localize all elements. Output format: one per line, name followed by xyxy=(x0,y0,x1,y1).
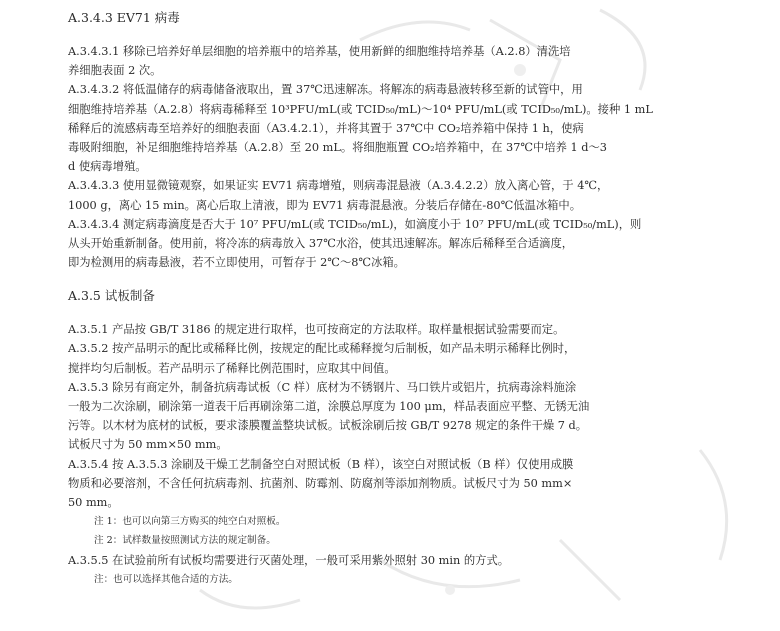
section-heading-a35: A.3.5 试板制备 xyxy=(68,288,155,304)
paragraph-line: 搅拌均匀后制板。若产品明示了稀释比例范围时，应取其中间值。 xyxy=(68,361,396,375)
paragraph-line: A.3.5.3 除另有商定外，制备抗病毒试板（C 样）底材为不锈钢片、马口铁片或铝片，抗病毒涂料施涂 xyxy=(68,380,577,394)
note-line: 注：也可以选择其他合适的方法。 xyxy=(94,573,238,585)
paragraph-line: 试板尺寸为 50 mm×50 mm。 xyxy=(68,438,228,452)
paragraph-line: A.3.4.3.1 移除已培养好单层细胞的培养瓶中的培养基，使用新鲜的细胞维持培养基（A.2.8）清洗培 xyxy=(68,45,571,58)
paragraph-line: A.3.5.5 在试验前所有试板均需要进行灭菌处理，一般可采用紫外照射 30 min 的方式。 xyxy=(68,553,510,567)
paragraph-line: A.3.4.3.2 将低温储存的病毒储备液取出，置 37℃迅速解冻。将解冻的病毒悬液转移至新的试管中，用 xyxy=(68,83,583,97)
paragraph-line: A.3.5.4 按 A.3.5.3 涂刷及干燥工艺制备空白对照试板（B 样），该空白对照试板（B 样）仅使用成膜 xyxy=(68,457,574,471)
paragraph-line: 1000 g，离心 15 min。离心后取上清液，即为 EV71 病毒混悬液。分装后存储在-80℃低温冰箱中。 xyxy=(68,198,582,212)
paragraph-line: A.3.5.1 产品按 GB/T 3186 的规定进行取样，也可按商定的方法取样。取样量根据试验需要而定。 xyxy=(68,323,565,337)
paragraph-line: A.3.4.3.4 测定病毒滴度是否大于 10⁷ PFU/mL(或 TCID₅₀/mL)，如滴度小于 10⁷ PFU/mL(或 TCID₅₀/mL)，则 xyxy=(68,217,642,231)
note-line: 注 1：也可以向第三方购买的纯空白对照板。 xyxy=(94,516,286,528)
paragraph-line: 从头开始重新制备。使用前，将冷冻的病毒放入 37℃水浴，使其迅速解冻。解冻后稀释至合适滴度， xyxy=(68,236,574,250)
paragraph-line: 一般为二次涂刷，刷涂第一道表干后再刷涂第二道，涂膜总厚度为 100 μm，样品表面应平整、无锈无油 xyxy=(68,400,590,413)
paragraph-line: 物质和必要溶剂，不含任何抗病毒剂、抗菌剂、防霉剂、防腐剂等添加剂物质。试板尺寸为 50 mm× xyxy=(68,476,573,490)
paragraph-line: 50 mm。 xyxy=(68,495,119,509)
paragraph-line: 即为检测用的病毒悬液，若不立即使用，可暂存于 2℃～8℃冰箱。 xyxy=(68,256,405,270)
paragraph-line: 细胞维持培养基（A.2.8）将病毒稀释至 10³PFU/mL(或 TCID₅₀/mL)～10⁴ PFU/mL(或 TCID₅₀/mL)。接种 1 mL xyxy=(68,102,653,116)
paragraph-line: A.3.4.3.3 使用显微镜观察，如果证实 EV71 病毒增殖，则病毒混悬液（A.3.4.2.2）放入离心管，于 4℃， xyxy=(68,179,609,193)
paragraph-line: A.3.5.2 按产品明示的配比或稀释比例，按规定的配比或稀释搅匀后制板，如产品未明示稀释比例时， xyxy=(68,342,576,356)
paragraph-line: 污等。以木材为底材的试板，要求漆膜覆盖整块试板。试板涂刷后按 GB/T 9278 规定的条件干燥 7 d。 xyxy=(68,419,588,433)
paragraph-line: 稀释后的流感病毒至培养好的细胞表面（A3.4.2.1），并将其置于 37℃中 CO₂培养箱中保持 1 h，使病 xyxy=(68,121,584,135)
section-heading-a343: A.3.4.3 EV71 病毒 xyxy=(68,10,180,25)
note-line: 注 2：试样数量按照测试方法的规定制备。 xyxy=(94,535,276,547)
paragraph-line: 养细胞表面 2 次。 xyxy=(68,64,162,78)
paragraph-line: 毒吸附细胞，补足细胞维持培养基（A.2.8）至 20 mL。将细胞瓶置 CO₂培养箱中，在 37℃中培养 1 d～3 xyxy=(68,140,607,154)
paragraph-line: d 使病毒增殖。 xyxy=(68,160,147,174)
